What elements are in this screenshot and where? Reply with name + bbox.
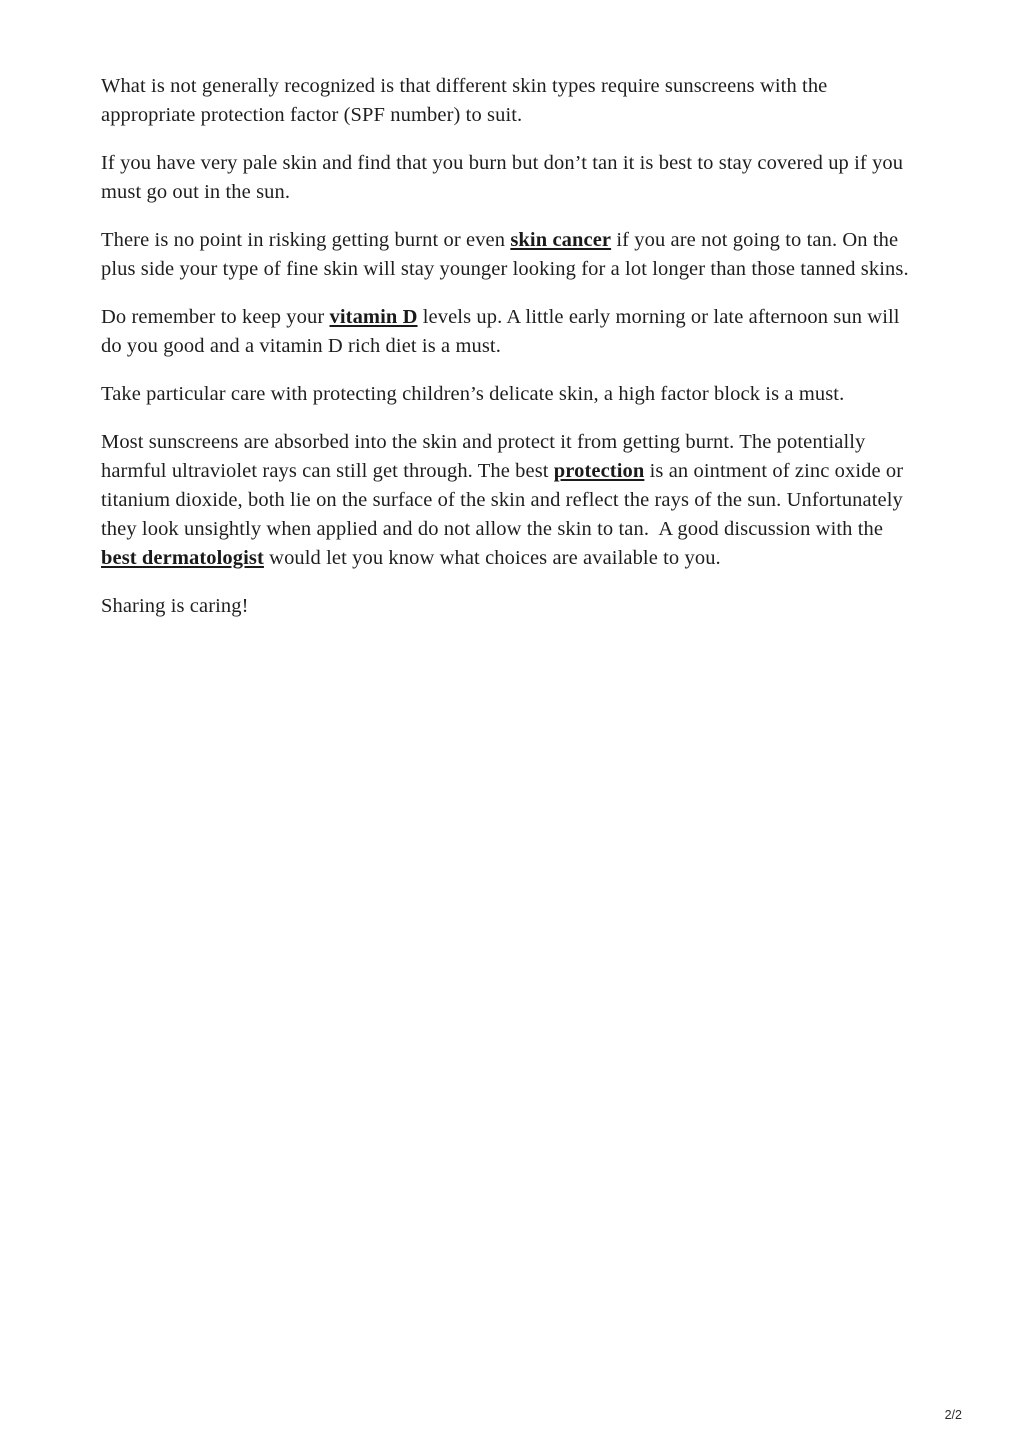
text-run: There is no point in risking getting burnt or even [101,229,511,251]
text-run: Most sunscreens are absorbed into the skin and protect it from getting burnt. The potentially harmful ultraviolet rays can still get through. The best [101,431,866,482]
paragraph [101,303,923,361]
paragraph [101,72,923,130]
text-run: What is not generally recognized is that different skin types require sunscreens with the appropriate protection factor (SPF number) to suit. [101,75,828,126]
text-run: levels up. A little early morning or late afternoon sun will do you good and a vitamin D rich diet is a must. [101,306,900,357]
text-run: is an ointment of zinc oxide or titanium dioxide, both lie on the surface of the skin and reflect the rays of the sun. Unfortunately they look unsightly when applied and do not allow the skin to tan. A good discussion with the [101,460,904,540]
vitamin-d-link[interactable]: vitamin D [329,306,418,328]
skin-cancer-link[interactable]: skin cancer [510,229,612,251]
text-run: Do remember to keep your [101,306,330,328]
text-run: Sharing is caring! [101,595,249,617]
page-number: 2/2 [944,1408,962,1422]
best-dermatologist-link[interactable]: best dermatologist [101,547,264,569]
text-run: If you have very pale skin and find that you burn but don’t tan it is best to stay covered up if you must go out in the sun. [101,152,904,203]
protection-link[interactable]: protection [553,460,645,482]
text-run: if you are not going to tan. On the plus side your type of fine skin will stay younger looking for a lot longer than those tanned skins. [101,229,909,280]
paragraph [101,428,923,573]
document-body [101,72,923,640]
text-run: would let you know what choices are available to you. [263,547,721,569]
paragraph [101,592,923,621]
text-run: Take particular care with protecting children’s delicate skin, a high factor block is a must. [101,383,845,405]
paragraph [101,149,923,207]
paragraph [101,226,923,284]
paragraph [101,380,923,409]
